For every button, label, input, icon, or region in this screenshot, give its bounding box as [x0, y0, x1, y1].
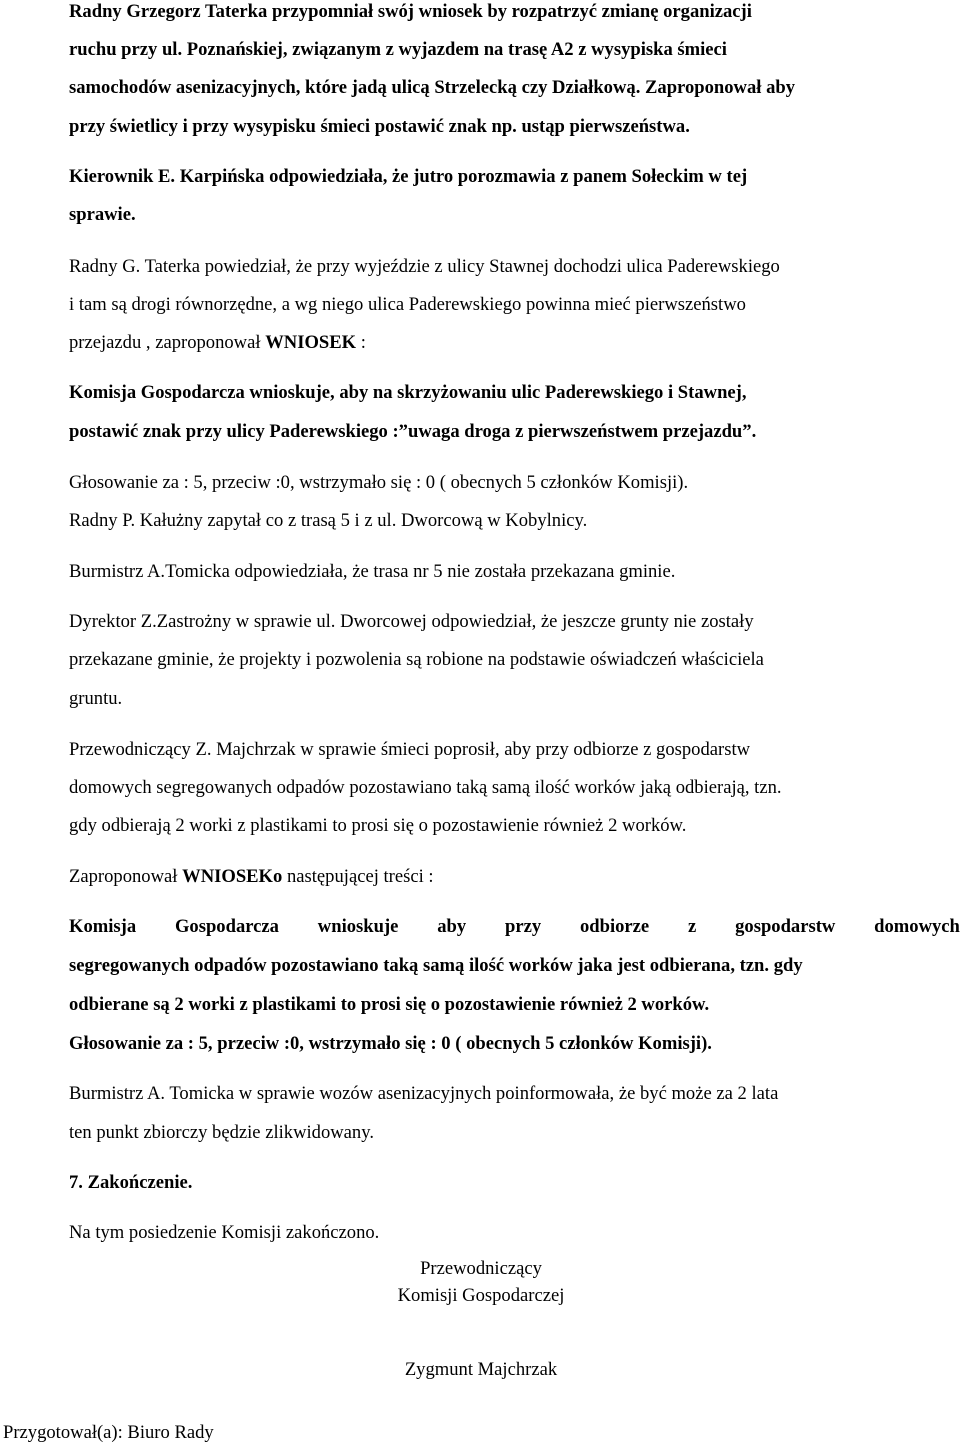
word: Komisja [69, 916, 137, 937]
word: domowych [874, 916, 960, 937]
text-run: Kierownik E. Karpińska odpowiedziała, że jutro porozmawia z panem Sołeckim w tej [69, 166, 748, 187]
footer-prepared-by: Przygotował(a): Biuro Rady [3, 1422, 214, 1443]
text-run: i tam są drogi równorzędne, a wg niego ulica Paderewskiego powinna mieć pierwszeństwo [69, 294, 746, 315]
word: odbiorze [579, 916, 650, 937]
text-run: Na tym posiedzenie Komisji zakończono. [69, 1222, 380, 1243]
text-run: gdy odbierają 2 worki z plastikami to prosi się o pozostawienie również 2 worków. [69, 815, 687, 836]
text-line-l2 [69, 39, 727, 61]
text-run: 7. Zakończenie. [69, 1172, 193, 1193]
word: wnioskuje [317, 916, 399, 937]
text-line-l11 [69, 421, 756, 443]
text-line-l16 [69, 649, 764, 671]
text-run: Przewodniczący Z. Majchrzak w sprawie śmieci poprosił, aby przy odbiorze z gospodarstw [69, 739, 751, 760]
text-line-l5 [69, 166, 747, 188]
text-run: domowych segregowanych odpadów pozostawiano taką samą ilość worków jaką odbierają, tzn. [69, 777, 782, 798]
text-run: Zaproponował [69, 866, 183, 887]
text-line-l12 [69, 472, 688, 494]
text-line-l18 [69, 739, 750, 761]
text-line-l23 [69, 955, 803, 977]
text-run: ruchu przy ul. Poznańskiej, związanym z wyjazdem na trasę A2 z wysypiska śmieci [69, 39, 727, 60]
text-line-l27 [69, 1122, 374, 1144]
text-run: Głosowanie za : 5, przeciw :0, wstrzymało się : 0 ( obecnych 5 członków Komisji). [69, 472, 689, 493]
signature-title-line1: Przewodniczący [420, 1258, 542, 1279]
text-line-l15 [69, 611, 754, 633]
text-run: Burmistrz A.Tomicka odpowiedziała, że trasa nr 5 nie została przekazana gminie. [69, 561, 676, 582]
text-run: przejazdu , zaproponował [69, 332, 266, 353]
text-run: WNIOSEKo [182, 866, 283, 887]
text-line-l7 [69, 256, 780, 278]
text-line-l17 [69, 688, 122, 710]
text-line-l29 [69, 1222, 379, 1244]
text-run: odbierane są 2 worki z plastikami to prosi się o pozostawienie również 2 worków. [69, 994, 710, 1015]
text-line-l6 [69, 204, 136, 226]
text-line-l9 [69, 332, 366, 354]
text-line-l22 [69, 916, 960, 938]
text-run: samochodów asenizacyjnych, które jadą ulicą Strzelecką czy Działkową. Zaproponował aby [69, 77, 796, 98]
text-line-l21 [69, 866, 434, 888]
text-line-l10 [69, 382, 747, 404]
text-run: Burmistrz A. Tomicka w sprawie wozów asenizacyjnych poinformowała, że być może za 2 lata [69, 1083, 779, 1104]
text-run: Głosowanie za : 5, przeciw :0, wstrzymało się : 0 ( obecnych 5 członków Komisji). [69, 1033, 712, 1054]
text-line-l24 [69, 994, 709, 1016]
text-line-l13 [69, 510, 587, 532]
text-run: ten punkt zbiorczy będzie zlikwidowany. [69, 1122, 374, 1143]
text-line-l1 [69, 1, 752, 23]
text-run: przy świetlicy i przy wysypisku śmieci postawić znak np. ustąp pierwszeństwa. [69, 116, 690, 137]
text-line-l28 [69, 1172, 192, 1194]
text-run: Dyrektor Z.Zastrożny w sprawie ul. Dworcowej odpowiedział, że jeszcze grunty nie zostały [69, 611, 754, 632]
text-run: następującej treści : [282, 866, 434, 887]
word: z [688, 916, 697, 937]
signature-title-line2: Komisji Gospodarczej [397, 1285, 565, 1306]
text-run: Komisja Gospodarcza wnioskuje, aby na skrzyżowaniu ulic Paderewskiego i Stawnej, [69, 382, 747, 403]
text-run: Radny Grzegorz Taterka przypomniał swój wniosek by rozpatrzyć zmianę organizacji [69, 1, 752, 22]
word: przy [505, 916, 542, 937]
text-line-l26 [69, 1083, 778, 1105]
word: aby [437, 916, 467, 937]
text-line-l8 [69, 294, 746, 316]
text-run: WNIOSEK [265, 332, 357, 353]
text-run: Radny P. Kałużny zapytał co z trasą 5 i z ul. Dworcową w Kobylnicy. [69, 510, 588, 531]
text-run: gruntu. [69, 688, 123, 709]
text-run: : [356, 332, 366, 353]
text-run: segregowanych odpadów pozostawiano taką samą ilość worków jaka jest odbierana, tzn. gdy [69, 955, 803, 976]
text-run: sprawie. [69, 204, 136, 225]
signature-name: Zygmunt Majchrzak [404, 1359, 558, 1380]
text-line-l20 [69, 815, 686, 837]
text-line-l14 [69, 561, 675, 583]
text-line-l19 [69, 777, 782, 799]
text-line-l3 [69, 77, 795, 99]
text-run: przekazane gminie, że projekty i pozwolenia są robione na podstawie oświadczeń właściciela [69, 649, 764, 670]
word: gospodarstw [735, 916, 836, 937]
text-run: postawić znak przy ulicy Paderewskiego :”uwaga droga z pierwszeństwem przejazdu”. [69, 421, 757, 442]
text-line-l4 [69, 116, 690, 138]
text-line-l25 [69, 1033, 712, 1055]
word: Gospodarcza [174, 916, 279, 937]
text-run: Radny G. Taterka powiedział, że przy wyjeździe z ulicy Stawnej dochodzi ulica Paderewskiego [69, 256, 780, 277]
